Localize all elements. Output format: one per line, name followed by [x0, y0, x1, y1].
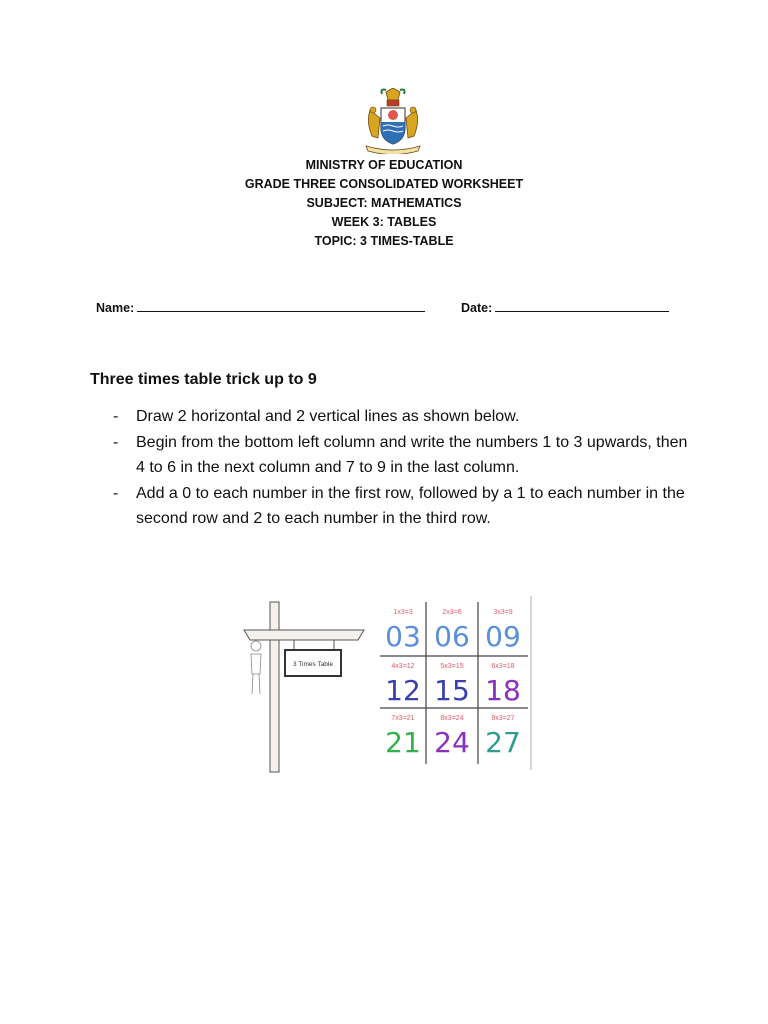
section-title: Three times table trick up to 9: [90, 371, 317, 388]
grid-value: 18: [485, 674, 521, 707]
sign-text: 3 Times Table: [293, 661, 333, 668]
signpost-drawing: [244, 602, 364, 772]
grid-value: 03: [385, 620, 421, 653]
grid-equation: 5x3=15: [440, 663, 464, 670]
grid-value: 15: [434, 674, 470, 707]
date-blank-line[interactable]: [495, 299, 669, 312]
instruction-text: Add a 0 to each number in the first row, followed by a 1 to each number in the second row and 2 to each number in the third row.: [136, 484, 685, 527]
name-label: Name:: [96, 301, 135, 315]
header-subject: SUBJECT: MATHEMATICS: [306, 196, 462, 210]
header-week: WEEK 3: TABLES: [331, 215, 437, 229]
document-header: [0, 156, 768, 251]
instruction-item: [113, 404, 693, 430]
instruction-text: Draw 2 horizontal and 2 vertical lines as shown below.: [136, 408, 520, 425]
grid-value: 24: [434, 726, 470, 759]
grid-value: 27: [485, 726, 521, 759]
grid-value: 09: [485, 620, 521, 653]
instruction-item: [113, 430, 693, 481]
name-blank-line[interactable]: [137, 299, 425, 312]
instruction-text: Begin from the bottom left column and write the numbers 1 to 3 upwards, then 4 to 6 in the next column and 7 to 9 in the last column.: [136, 433, 688, 476]
grid-equation: 9x3=27: [491, 715, 515, 722]
grid-equation: 3x3=9: [493, 609, 513, 616]
grid-equation: 8x3=24: [440, 715, 464, 722]
coat-of-arms-icon: [362, 88, 424, 154]
grid-equation: 7x3=21: [391, 715, 415, 722]
grid-equation: 2x3=6: [442, 609, 462, 616]
grid-value: 12: [385, 674, 421, 707]
grid-value: 21: [385, 726, 421, 759]
grid-equation: 1x3=3: [393, 609, 413, 616]
bullet-dash: -: [113, 408, 119, 425]
instruction-item: [113, 481, 693, 532]
times-table-illustration: [238, 594, 536, 774]
bullet-dash: -: [113, 484, 119, 502]
grid-equation: 6x3=18: [491, 663, 515, 670]
header-worksheet: GRADE THREE CONSOLIDATED WORKSHEET: [244, 177, 524, 191]
name-field[interactable]: [96, 299, 425, 315]
grid-equation: 4x3=12: [391, 663, 415, 670]
header-ministry: MINISTRY OF EDUCATION: [305, 158, 463, 172]
bullet-dash: -: [113, 433, 119, 451]
grid-value: 06: [434, 620, 470, 653]
date-field[interactable]: [461, 299, 669, 315]
instruction-list: [113, 404, 693, 532]
header-topic: TOPIC: 3 TIMES-TABLE: [314, 234, 454, 248]
grid-cells: [385, 609, 521, 759]
date-label: Date:: [461, 301, 493, 315]
